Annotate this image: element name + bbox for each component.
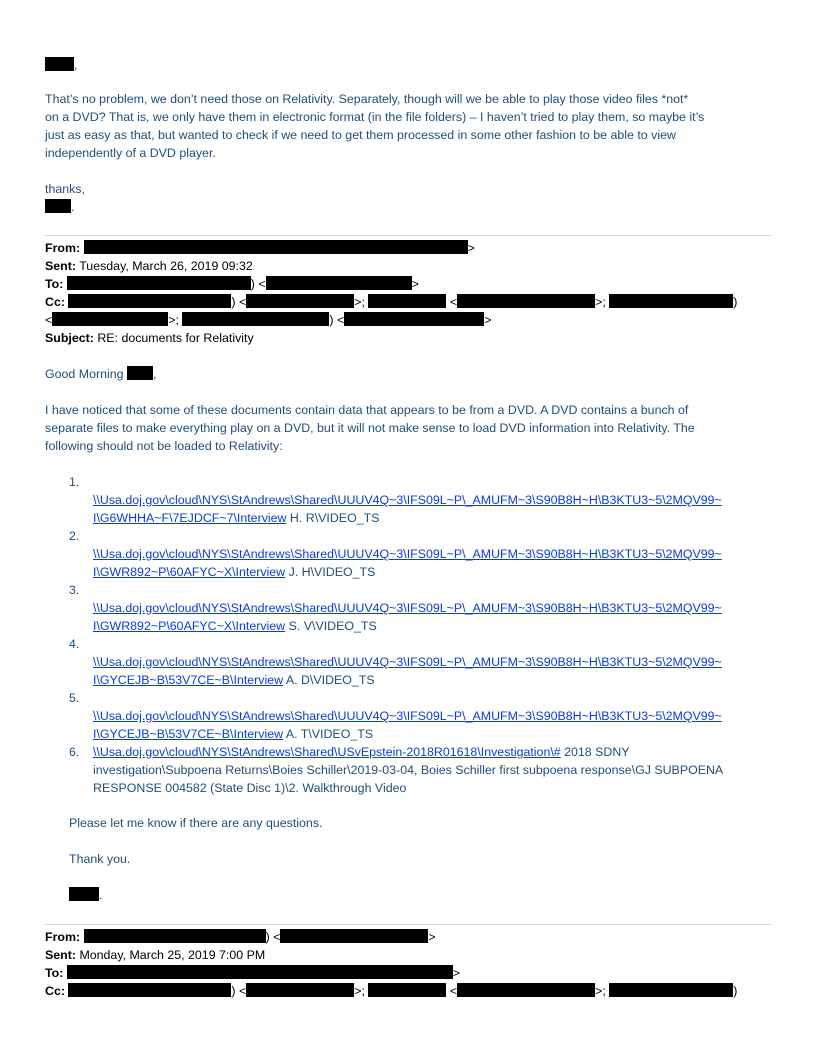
from-suffix: > (467, 241, 475, 255)
cc-text: ) < (231, 984, 247, 998)
redaction (266, 276, 412, 290)
list-item-link (93, 599, 722, 617)
cc-text: < (449, 984, 458, 998)
redaction (127, 366, 153, 380)
redaction (84, 240, 468, 254)
to-label: To: (45, 966, 64, 980)
header1-cc-line2 (45, 312, 491, 328)
cc-label: Cc: (45, 295, 65, 309)
to-suffix: > (411, 277, 419, 291)
redaction (609, 294, 733, 308)
redaction (45, 57, 74, 71)
to-suffix: > (452, 966, 461, 980)
list-item-tail: J. H\VIDEO_TS (285, 565, 376, 579)
list-item-link (93, 491, 722, 509)
divider (45, 235, 771, 236)
redaction (45, 199, 71, 213)
cc-text: >; (354, 295, 365, 309)
list-item-link (93, 671, 375, 689)
list-item-link (93, 563, 375, 581)
list-item-number: 2. (69, 529, 80, 543)
message1-line-4: independently of a DVD player. (45, 146, 216, 160)
message2-line-1: I have noticed that some of these documents contain data that appears to be from a DVD. A DVD contains a bunch of (45, 403, 689, 417)
cc-text: >; (595, 984, 606, 998)
list-item-tail: 2018 SDNY (560, 745, 630, 759)
header2-to (45, 965, 460, 981)
list-item-continuation: RESPONSE 004582 (State Disc 1)\2. Walkthrough Video (93, 781, 407, 795)
list-item-link (93, 743, 630, 761)
message2-line-2: separate files to make everything play on a DVD, but it will not make sense to load DVD information into Relativity. The (45, 421, 695, 435)
from-suffix: > (428, 930, 436, 944)
file-path-link[interactable]: \\Usa.doj.gov\cloud\NYS\StAndrews\Shared\UUUV4Q~3\IFS09L~P\_AMUFM~3\S90B8H~H\B3KTU3~5\2MQV99~ (93, 493, 722, 507)
cc-text: >; (168, 313, 179, 327)
file-path-link[interactable]: I\G6WHHA~F\7EJDCF~7\Interview (93, 511, 287, 525)
file-path-link[interactable]: \\Usa.doj.gov\cloud\NYS\StAndrews\Shared\UUUV4Q~3\IFS09L~P\_AMUFM~3\S90B8H~H\B3KTU3~5\2MQV99~ (93, 655, 722, 669)
file-path-link[interactable]: I\GWR892~P\60AFYC~X\Interview (93, 565, 286, 579)
header1-subject (45, 330, 254, 346)
from-label: From: (45, 241, 81, 255)
cc-text: ) (733, 984, 738, 998)
redaction (280, 929, 428, 943)
redaction (457, 983, 595, 997)
subject-value: RE: documents for Relativity (97, 331, 254, 345)
list-item-link (93, 617, 377, 635)
header1-sent (45, 258, 253, 274)
list-item-tail: A. T\VIDEO_TS (283, 727, 374, 741)
greeting (45, 366, 156, 382)
list-item-link (93, 509, 379, 527)
thanks-line: Thank you. (69, 852, 131, 866)
list-item-tail: A. D\VIDEO_TS (283, 673, 375, 687)
header1-cc-line1 (45, 294, 737, 310)
file-path-link[interactable]: I\GWR892~P\60AFYC~X\Interview (93, 619, 286, 633)
sent-label: Sent: (45, 948, 76, 962)
message2-line-3: following should not be loaded to Relativity: (45, 439, 283, 453)
header1-from (45, 240, 475, 256)
cc-text: >; (354, 984, 365, 998)
signoff (69, 887, 102, 903)
redaction (246, 983, 354, 997)
subject-label: Subject: (45, 331, 94, 345)
file-path-link[interactable]: \\Usa.doj.gov\cloud\NYS\StAndrews\Shared\UUUV4Q~3\IFS09L~P\_AMUFM~3\S90B8H~H\B3KTU3~5\2MQV99~ (93, 601, 722, 615)
closing: thanks, (45, 182, 85, 196)
list-item-continuation: investigation\Subpoena Returns\Boies Schiller\2019-03-04, Boies Schiller first subpoena response\GJ SUBPOENA (93, 763, 724, 777)
questions-line: Please let me know if there are any questions. (69, 816, 323, 830)
header2-from (45, 929, 436, 945)
to-label: To: (45, 277, 64, 291)
cc-text: > (484, 313, 492, 327)
list-item-number: 3. (69, 583, 80, 597)
cc-label: Cc: (45, 984, 65, 998)
redaction (368, 294, 446, 308)
list-item-number: 4. (69, 637, 80, 651)
redaction (84, 929, 266, 943)
list-item-tail: H. R\VIDEO_TS (286, 511, 380, 525)
redaction (609, 983, 733, 997)
message1-line-3: just as easy as that, but wanted to check if we need to get them processed in some other fashion to be able to view (45, 128, 676, 142)
redaction (68, 294, 231, 308)
cc-text: ) < (231, 295, 247, 309)
file-path-link[interactable]: \\Usa.doj.gov\cloud\NYS\StAndrews\Shared\USvEpstein-2018R01618\Investigation\# (93, 745, 561, 759)
to-mid: ) < (250, 277, 266, 291)
redaction (67, 276, 251, 290)
cc-text: < (45, 313, 53, 327)
from-mid: ) < (265, 930, 281, 944)
list-item-tail: S. V\VIDEO_TS (285, 619, 377, 633)
file-path-link[interactable]: \\Usa.doj.gov\cloud\NYS\StAndrews\Shared\UUUV4Q~3\IFS09L~P\_AMUFM~3\S90B8H~H\B3KTU3~5\2MQV99~ (93, 709, 722, 723)
list-item-number: 5. (69, 691, 80, 705)
file-path-link[interactable]: \\Usa.doj.gov\cloud\NYS\StAndrews\Shared\UUUV4Q~3\IFS09L~P\_AMUFM~3\S90B8H~H\B3KTU3~5\2MQV99~ (93, 547, 722, 561)
list-item-link (93, 707, 722, 725)
list-item-number: 1. (69, 475, 80, 489)
greeting-suffix: , (152, 367, 157, 381)
list-item-number: 6. (69, 745, 80, 759)
redaction (68, 983, 231, 997)
redaction (344, 312, 484, 326)
divider (45, 924, 771, 925)
header2-cc (45, 983, 737, 999)
redaction (246, 294, 354, 308)
list-item-link (93, 725, 373, 743)
redaction (457, 294, 595, 308)
signoff-suffix: . (71, 200, 75, 214)
header1-to (45, 276, 419, 292)
redaction (52, 312, 168, 326)
greeting-text: Good Morning (45, 367, 124, 381)
list-item-link (93, 545, 722, 563)
sent-value: Monday, March 25, 2019 7:00 PM (79, 948, 266, 962)
redaction (67, 965, 453, 979)
cc-text: >; (595, 295, 606, 309)
file-path-link[interactable]: I\GYCEJB~B\53V7CE~B\Interview (93, 673, 284, 687)
redaction (182, 312, 329, 326)
redaction (368, 983, 446, 997)
header2-sent (45, 947, 265, 963)
list-item-link (93, 653, 722, 671)
sent-label: Sent: (45, 259, 76, 273)
message1-line-1: That’s no problem, we don’t need those on Relativity. Separately, though will we be able to play those video files *not* (45, 92, 689, 106)
salutation (45, 57, 77, 73)
cc-text: ) < (329, 313, 345, 327)
signoff (45, 199, 74, 215)
file-path-link[interactable]: I\GYCEJB~B\53V7CE~B\Interview (93, 727, 284, 741)
cc-text: < (449, 295, 458, 309)
redaction (69, 887, 99, 901)
from-label: From: (45, 930, 81, 944)
sent-value: Tuesday, March 26, 2019 09:32 (79, 259, 253, 273)
message1-line-2: on a DVD? That is, we only have them in electronic format (in the file folders) – I haven’t tried to play them, so maybe it’s (45, 110, 705, 124)
cc-text: ) (733, 295, 738, 309)
salutation-suffix: , (74, 58, 78, 72)
signoff-suffix: . (99, 888, 103, 902)
